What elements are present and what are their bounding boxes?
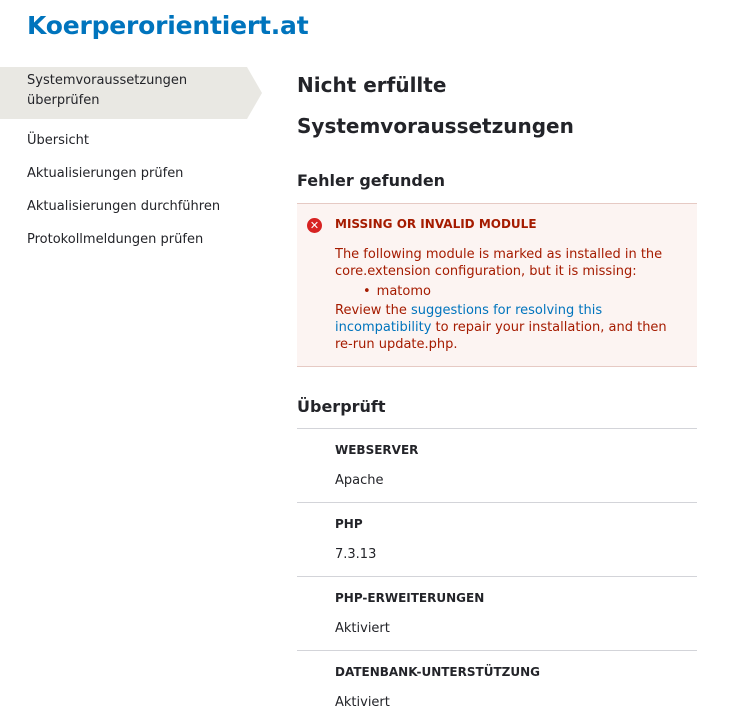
error-body (335, 246, 687, 353)
check-value: Apache (335, 473, 384, 488)
nav-item-review-logs[interactable]: Protokollmeldungen prüfen (27, 232, 204, 247)
check-row-webserver (297, 428, 697, 502)
nav-item-requirements[interactable]: Systemvoraussetzungen überprüfen (0, 67, 247, 119)
checked-requirements-list (297, 428, 697, 724)
main-content (297, 65, 697, 710)
nav-item-overview[interactable]: Übersicht (27, 133, 89, 148)
check-row-database-support (297, 650, 697, 724)
check-row-php-extensions (297, 576, 697, 650)
check-label: PHP-ERWEITERUNGEN (335, 591, 485, 605)
page-title: Nicht erfüllte Systemvoraussetzungen (297, 73, 574, 138)
error-module-list (335, 283, 687, 300)
sidebar-nav (0, 67, 262, 256)
error-review-prefix: Review the (335, 303, 411, 318)
check-row-php (297, 502, 697, 576)
error-module-item: • matomo (375, 283, 687, 300)
site-name-link[interactable]: Koerperorientiert.at (27, 11, 309, 40)
checked-heading: Überprüft (297, 397, 386, 416)
suggestions-link[interactable]: suggestions for resolving this incompatibility (335, 303, 603, 335)
check-value: 7.3.13 (335, 547, 377, 562)
nav-item-run-updates[interactable]: Aktualisierungen durchführen (27, 199, 221, 214)
check-label: DATENBANK-UNTERSTÜTZUNG (335, 665, 540, 679)
nav-item-check-updates[interactable]: Aktualisierungen prüfen (27, 166, 184, 181)
error-review-suffix: to repair your installation, and then re-run update.php. (335, 320, 667, 352)
check-value: Aktiviert (335, 695, 390, 710)
error-title: MISSING OR INVALID MODULE (335, 217, 537, 231)
error-circle-x-icon: ✕ (307, 218, 322, 233)
check-value: Aktiviert (335, 621, 390, 636)
error-review-text (335, 302, 687, 353)
errors-heading: Fehler gefunden (297, 171, 446, 190)
check-label: WEBSERVER (335, 443, 419, 457)
check-label: PHP (335, 517, 363, 531)
error-intro: The following module is marked as installed in the core.extension configuration, but it is missing: (335, 247, 663, 279)
error-message-box (297, 203, 697, 367)
